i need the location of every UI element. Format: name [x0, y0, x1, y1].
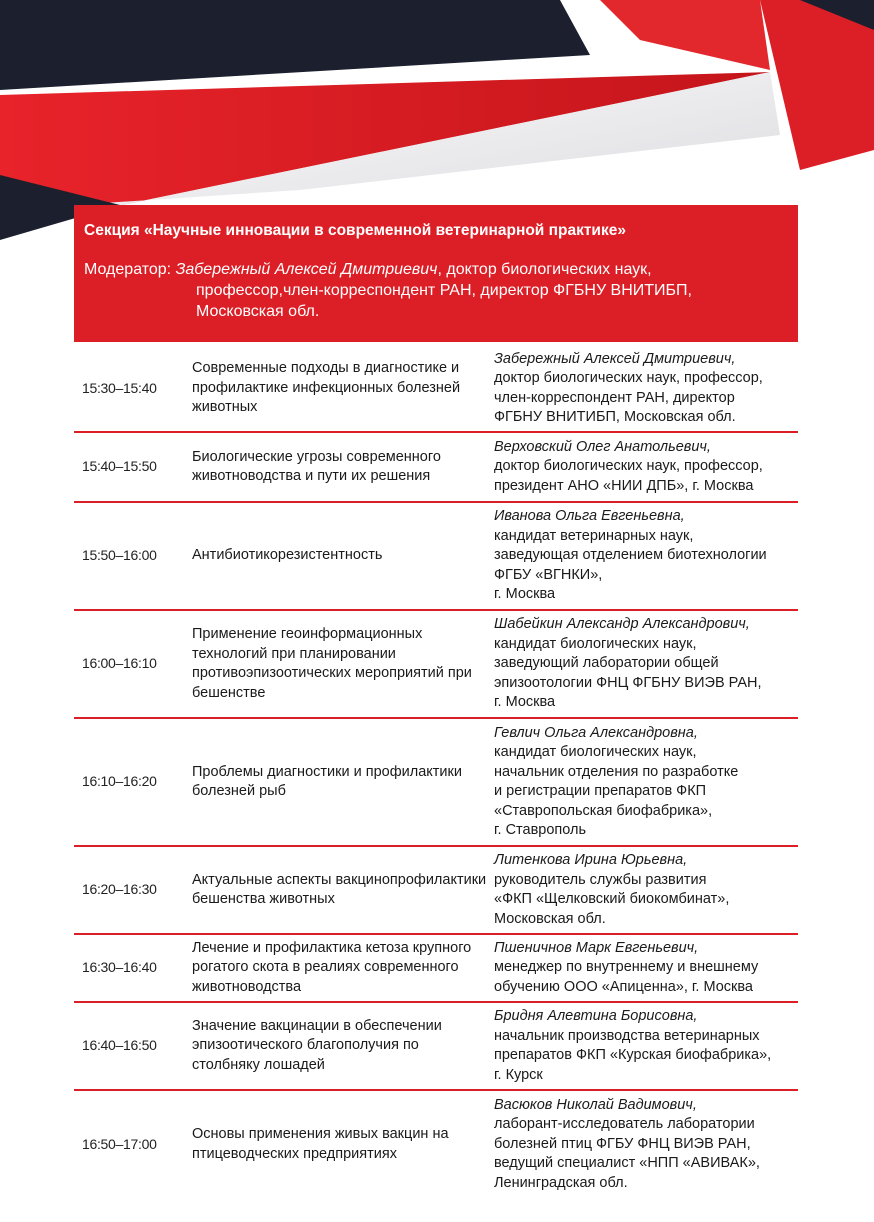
- section-header: [74, 205, 798, 342]
- moderator-block: [84, 259, 786, 322]
- schedule-row: [74, 432, 798, 502]
- speaker-detail: начальник отделения по разработке: [494, 763, 739, 780]
- session-speaker: [494, 846, 798, 934]
- session-speaker: [494, 934, 798, 1002]
- speaker-name: Бридня Алевтина Борисовна,: [494, 1008, 698, 1024]
- session-topic: Актуальные аспекты вакцинопрофилактики бешенства животных: [192, 846, 494, 934]
- session-topic: Антибиотикорезистентность: [192, 502, 494, 610]
- session-topic: Лечение и профилактика кетоза крупного рогатого скота в реалиях современного животноводства: [192, 934, 494, 1002]
- schedule-row: [74, 934, 798, 1002]
- schedule-row: [74, 1090, 798, 1198]
- speaker-detail: ФГБНУ ВНИТИБП, Московская обл.: [494, 409, 736, 425]
- speaker-detail: кандидат биологических наук,: [494, 744, 697, 760]
- session-topic: Современные подходы в диагностике и профилактике инфекционных болезней животных: [192, 346, 494, 432]
- speaker-detail: г. Москва: [494, 586, 556, 603]
- speaker-detail: эпизоотологии ФНЦ ФГБНУ ВИЭВ РАН,: [494, 674, 762, 691]
- right-red-wedge: [760, 0, 874, 170]
- speaker-detail: ФГБУ «ВГНКИ»,: [494, 566, 603, 583]
- session-speaker: [494, 502, 798, 610]
- session-speaker: [494, 346, 798, 432]
- speaker-detail: кандидат биологических наук,: [494, 635, 697, 652]
- session-speaker: [494, 718, 798, 846]
- speaker-detail: доктор биологических наук, профессор,: [494, 458, 763, 475]
- session-time: 16:50–17:00: [82, 1135, 157, 1152]
- speaker-name: Верховский Олег Анатольевич,: [494, 438, 711, 455]
- speaker-detail: член-корреспондент РАН, директор: [494, 389, 735, 406]
- speaker-detail: «ФКП «Щелковский биокомбинат»,: [494, 891, 730, 907]
- session-time: 15:30–15:40: [74, 346, 192, 432]
- red-stripe-top: [600, 0, 770, 70]
- schedule-row: [74, 718, 798, 846]
- speaker-detail: г. Ставрополь: [494, 822, 587, 838]
- dark-stripe: [0, 0, 590, 90]
- speaker-name: Иванова Ольга Евгеньевна,: [494, 508, 685, 525]
- session-speaker: [494, 432, 798, 502]
- schedule-table: [74, 346, 798, 1198]
- speaker-detail: и регистрации препаратов ФКП: [494, 783, 707, 799]
- session-time: 15:50–16:00: [74, 502, 192, 610]
- session-time: 16:20–16:30: [74, 846, 192, 934]
- session-topic: Основы применения живых вакцин на птицеводческих предприятиях: [192, 1126, 449, 1162]
- session-speaker: [494, 1002, 798, 1090]
- speaker-detail: «Ставропольская биофабрика»,: [494, 802, 713, 819]
- session-topic: Проблемы диагностики и профилактики болезней рыб: [192, 718, 494, 846]
- session-speaker: [494, 1090, 798, 1198]
- session-time: 16:00–16:10: [74, 610, 192, 718]
- speaker-detail: Московская обл.: [494, 910, 606, 927]
- speaker-detail: менеджер по внутреннему и внешнему: [494, 959, 759, 976]
- speaker-detail: заведующая отделением биотехнологии: [494, 547, 767, 564]
- moderator-degree: , доктор биологических наук,: [437, 261, 652, 278]
- speaker-detail: болезней птиц ФГБУ ФНЦ ВИЭВ РАН,: [494, 1135, 751, 1152]
- moderator-location: Московская обл.: [196, 303, 320, 320]
- speaker-detail: кандидат ветеринарных наук,: [494, 527, 694, 544]
- speaker-detail: заведующий лаборатории общей: [494, 655, 719, 672]
- moderator-label: Модератор:: [84, 261, 172, 278]
- moderator-name: Забережный Алексей Дмитриевич: [175, 261, 438, 278]
- speaker-detail: президент АНО «НИИ ДПБ», г. Москва: [494, 477, 754, 494]
- schedule-row: [74, 610, 798, 718]
- speaker-detail: г. Москва: [494, 694, 556, 711]
- session-topic: Биологические угрозы современного животноводства и пути их решения: [192, 432, 494, 502]
- schedule-row: [74, 502, 798, 610]
- speaker-name: Гевлич Ольга Александровна,: [494, 724, 698, 741]
- speaker-detail: ведущий специалист «НПП «АВИВАК»,: [494, 1155, 760, 1172]
- speaker-detail: доктор биологических наук, профессор,: [494, 370, 763, 386]
- schedule-row: [74, 846, 798, 934]
- session-time: 16:40–16:50: [74, 1002, 192, 1090]
- schedule-row: [74, 346, 798, 432]
- speaker-name: Шабейкин Александр Александрович,: [494, 616, 750, 633]
- session-speaker: [494, 610, 798, 718]
- speaker-detail: Ленинградская обл.: [494, 1174, 628, 1191]
- schedule-row: [74, 1002, 798, 1090]
- speaker-detail: руководитель службы развития: [494, 871, 707, 888]
- moderator-position: профессор,член-корреспондент РАН, директор ФГБНУ ВНИТИБП,: [196, 282, 692, 299]
- speaker-name: Пшеничнов Марк Евгеньевич,: [494, 939, 699, 956]
- session-time: 16:10–16:20: [74, 718, 192, 846]
- session-time: 15:40–15:50: [74, 432, 192, 502]
- speaker-name: Литенкова Ирина Юрьевна,: [494, 852, 688, 868]
- speaker-detail: лаборант-исследователь лаборатории: [494, 1116, 755, 1133]
- speaker-name: Васюков Николай Вадимович,: [494, 1096, 697, 1113]
- speaker-detail: препаратов ФКП «Курская биофабрика»,: [494, 1047, 772, 1063]
- speaker-detail: начальник производства ветеринарных: [494, 1027, 760, 1044]
- speaker-detail: обучению ООО «Апиценна», г. Москва: [494, 978, 753, 995]
- section-title: Секция «Научные инновации в современной ветеринарной практике»: [84, 222, 626, 239]
- session-time: 16:30–16:40: [74, 934, 192, 1002]
- speaker-name: Забережный Алексей Дмитриевич,: [494, 350, 736, 367]
- session-topic: Значение вакцинации в обеспечении эпизоотического благополучия по столбняку лошадей: [192, 1002, 494, 1090]
- speaker-detail: г. Курск: [494, 1066, 543, 1083]
- header-decoration: [0, 0, 874, 240]
- session-topic: Применение геоинформационных технологий при планировании противоэпизоотических мероприятий при бешенстве: [192, 610, 494, 718]
